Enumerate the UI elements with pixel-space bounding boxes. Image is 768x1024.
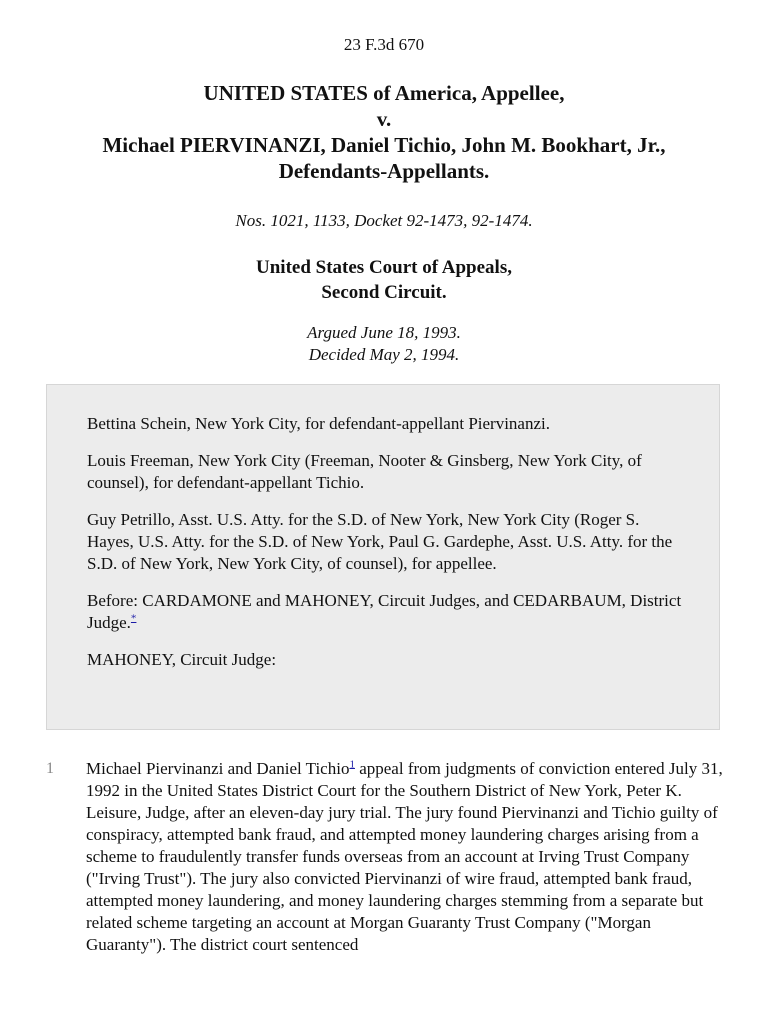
party-line-defendants: Michael PIERVINANZI, Daniel Tichio, John M. Bookhart, Jr., [102,133,666,157]
opinion-author: MAHONEY, Circuit Judge: [87,650,277,669]
party-line-appellants: Defendants-Appellants. [278,159,490,183]
counsel-appellant-tichio: Louis Freeman, New York City (Freeman, Nooter & Ginsberg, New York City, of counsel), for defendant-appellant Tichio. [87,451,642,492]
party-line-versus: v. [376,107,392,131]
opinion-paragraph [46,758,726,956]
court-name [0,255,768,305]
counsel-panel [46,384,720,730]
argued-date: Argued June 18, 1993. [307,323,461,342]
case-parties [0,80,768,184]
paragraph-text-rest: appeal from judgments of conviction entered July 31, 1992 in the United States District Court for the Southern District of New York, Peter K. Leisure, Judge, after an eleven-day jury trial. The jury found Piervinanzi and Tichio guilty of conspiracy, attempted bank fraud, and attempted money laundering charges arising from a scheme to fraudulently transfer funds overseas from an account at Irving Trust Company ("Irving Trust"). The jury also convicted Piervinanzi of wire fraud, attempted bank fraud, attempted money laundering, and money laundering charges stemming from a separate but related scheme targeting an account at Morgan Guaranty Trust Company ("Morgan Guaranty"). The district court sentenced [86,759,723,954]
court-line-1: United States Court of Appeals, [256,257,512,278]
case-dates [0,322,768,366]
footnote-star-link[interactable]: * [130,612,137,625]
docket-numbers: Nos. 1021, 1133, Docket 92-1473, 92-1474. [235,211,533,230]
paragraph-number: 1 [46,760,54,777]
paragraph-text [86,758,726,956]
counsel-appellee: Guy Petrillo, Asst. U.S. Atty. for the S.D. of New York, New York City (Roger S. Hayes, U.S. Atty. for the S.D. of New York, Paul G. Gardephe, Asst. U.S. Atty. for the S.D. of New York, New York City, of counsel), for appellee. [87,510,673,573]
footnote-1-link[interactable]: 1 [349,758,355,771]
counsel-appellant-piervinanzi: Bettina Schein, New York City, for defendant-appellant Piervinanzi. [87,414,550,433]
paragraph-text-start: Michael Piervinanzi and Daniel Tichio [86,759,350,778]
decided-date: Decided May 2, 1994. [308,345,460,364]
party-line-appellee: UNITED STATES of America, Appellee, [203,81,565,105]
panel-judges [87,590,689,634]
case-citation: 23 F.3d 670 [343,35,425,54]
panel-judges-text: Before: CARDAMONE and MAHONEY, Circuit Judges, and CEDARBAUM, District Judge. [87,591,682,632]
court-line-2: Second Circuit. [321,282,447,303]
